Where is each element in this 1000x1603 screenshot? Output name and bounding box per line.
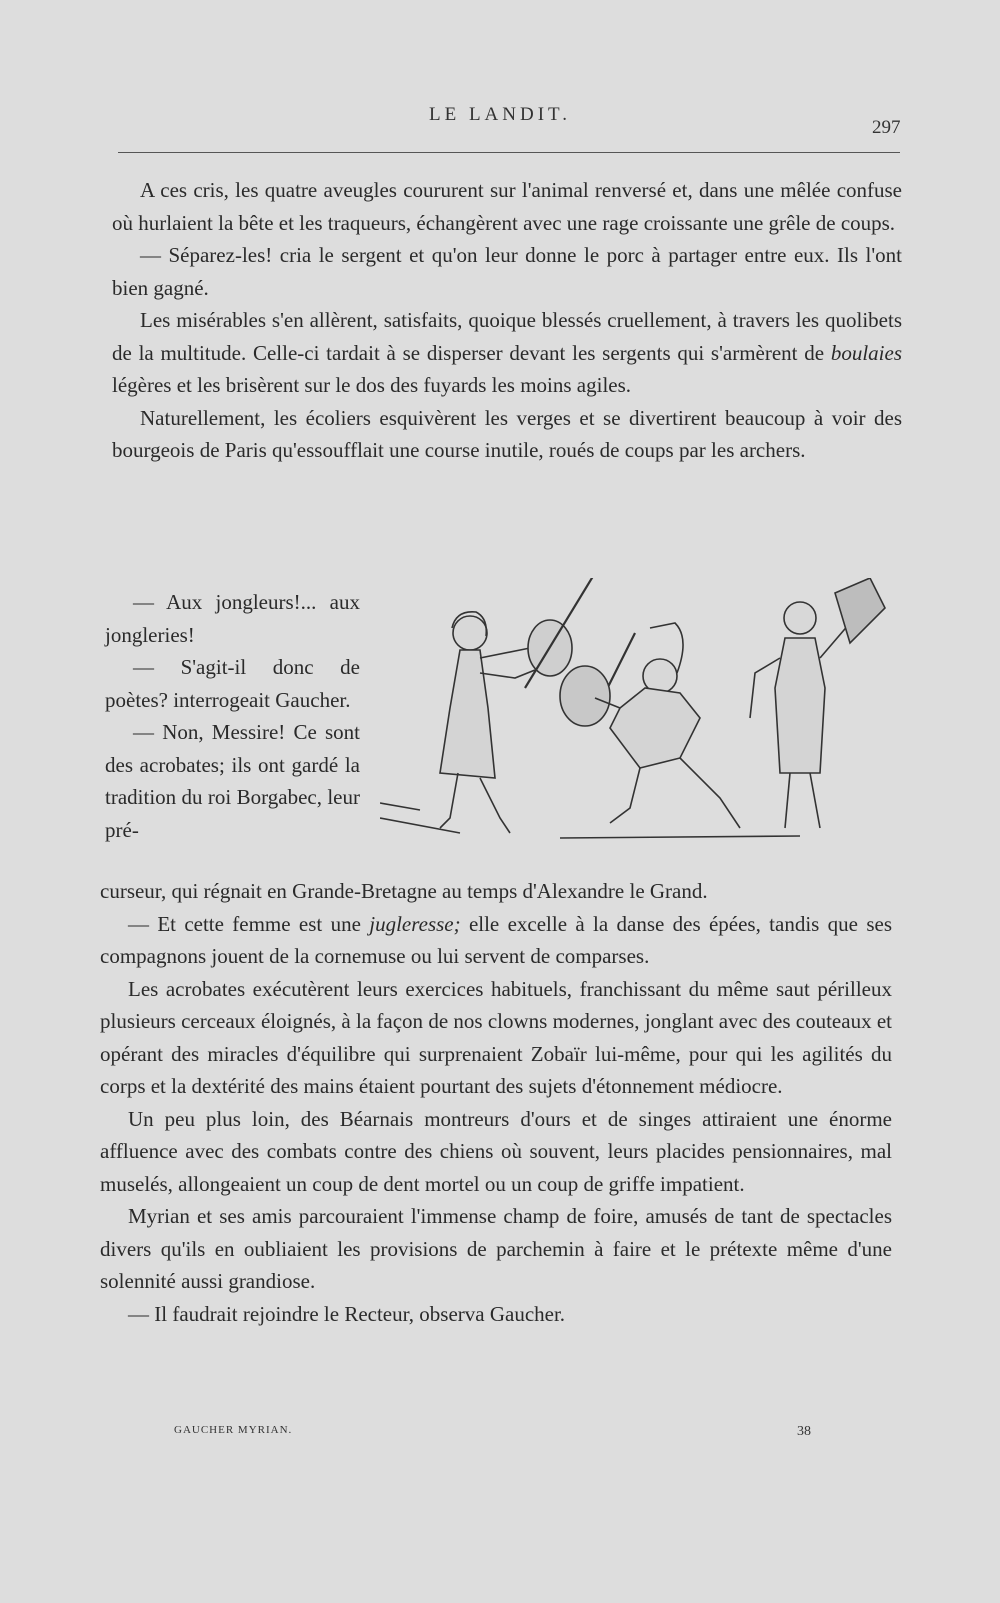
paragraph-continuation: curseur, qui régnait en Grande-Bretagne au temps d'Alexandre le Grand.	[100, 879, 708, 903]
paragraph: — Aux jongleurs!... aux jongleries!	[105, 590, 360, 647]
paragraph: Les misérables s'en allèrent, satisfaits, quoique blessés cruellement, à travers les quolibets de la multitude. Celle-ci tardait à se disperser devant les sergents qui s'armèrent de boulaies légères et les brisèrent sur le dos des fuyards les moins agiles.	[112, 308, 902, 397]
page-number: 297	[872, 117, 901, 138]
paragraph: Naturellement, les écoliers esquivèrent les verges et se divertirent beaucoup à voir des bourgeois de Paris qu'essoufflait une course inutile, roués de coups par les archers.	[112, 405, 902, 462]
footer-signature: GAUCHER MYRIAN.	[174, 1424, 293, 1436]
paragraph: — Séparez-les! cria le sergent et qu'on leur donne le porc à partager entre eux. Ils l'ont bien gagné.	[112, 243, 902, 300]
text-block-bottom	[100, 875, 892, 1330]
header-rule	[118, 152, 900, 153]
paragraph: Les acrobates exécutèrent leurs exercices habituels, franchissant du même saut périlleux plusieurs cerceaux éloignés, à la façon de nos clowns modernes, jonglant avec des couteaux et opérant des miracles d'équilibre qui surprenaient Zobaïr lui-même, pour qui les agilités du corps et la dextérité des mains étaient pourtant des sujets d'étonnement médiocre.	[100, 976, 892, 1098]
paragraph: Myrian et ses amis parcouraient l'immense champ de foire, amusés de tant de spectacles divers qu'ils en oubliaient les provisions de parchemin à faire et le prétexte même d'une solennité aussi grandiose.	[100, 1204, 892, 1293]
paragraph: A ces cris, les quatre aveugles coururent sur l'animal renversé et, dans une mêlée confuse où hurlaient la bête et les traqueurs, échangèrent avec une rage croissante une grêle de coups.	[112, 178, 902, 235]
paragraph: — Non, Messire! Ce sont des acrobates; ils ont gardé la tradition du roi Borgabec, leur pré-	[105, 720, 360, 842]
paragraph: — Et cette femme est une jugleresse; elle excelle à la danse des épées, tandis que ses compagnons jouent de la cornemuse ou lui servent de comparses.	[100, 911, 892, 968]
italic-term: jugleresse;	[369, 911, 461, 936]
paragraph: — Il faudrait rejoindre le Recteur, observa Gaucher.	[128, 1301, 566, 1326]
running-title: LE LANDIT.	[428, 104, 571, 125]
italic-term: boulaies	[830, 340, 902, 365]
text-block-top	[112, 174, 902, 467]
paragraph: — S'agit-il donc de poètes? interrogeait Gaucher.	[105, 655, 360, 712]
text-block-beside-illustration	[105, 586, 360, 846]
paragraph: Un peu plus loin, des Béarnais montreurs d'ours et de singes attiraient une énorme affluence avec des combats contre des chiens où souvent, leurs placides pensionnaires, mal muselés, allongeaient un coup de dent mortel ou un coup de griffe impatient.	[100, 1106, 892, 1196]
footer-sheet-number: 38	[797, 1424, 811, 1439]
acrobats-illustration	[380, 578, 900, 873]
